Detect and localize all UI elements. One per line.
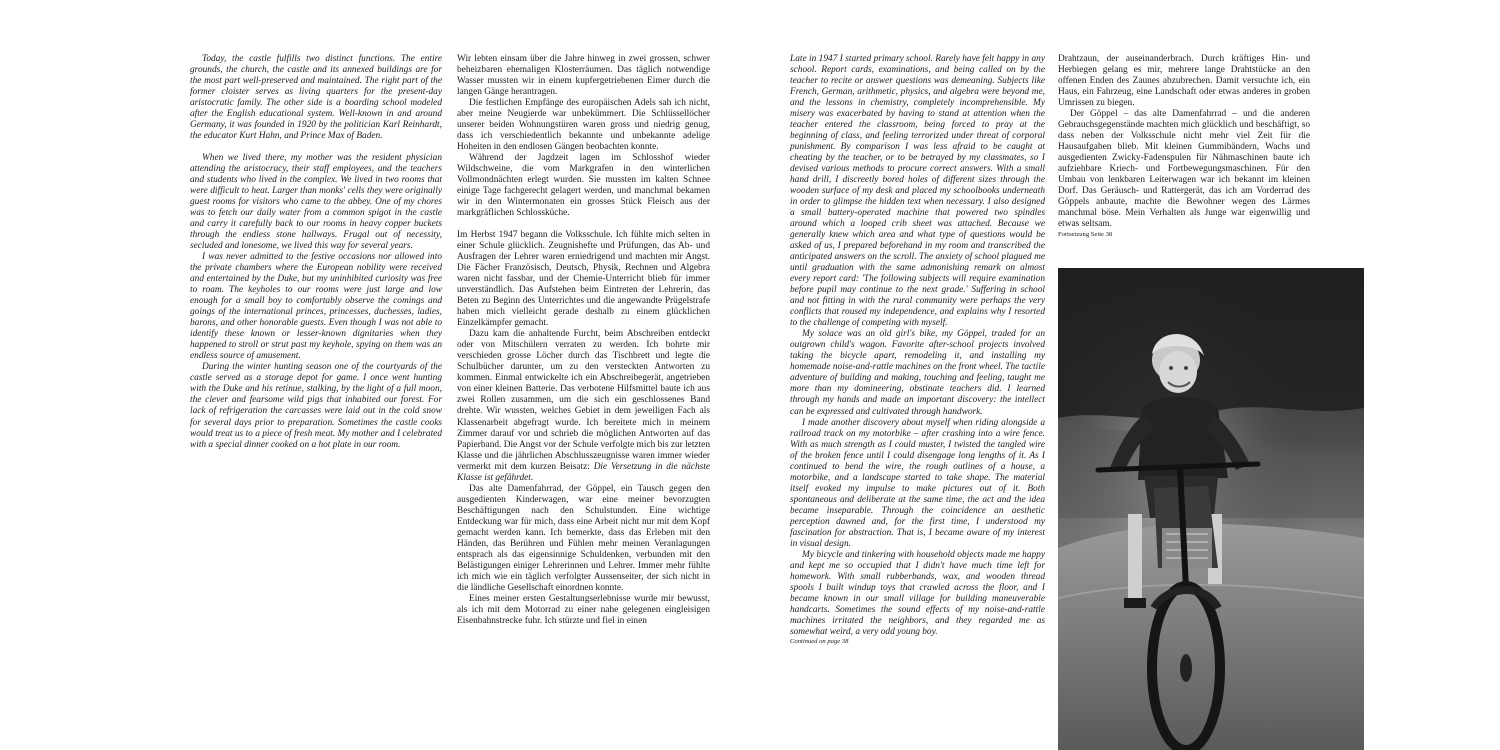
german-left-paragraph-5-text: Dazu kam die anhaltende Furcht, beim Abschreiben entdeckt oder von Mitschülern verraten zu werden. Ich bohrte mir verschieden grosse Löcher durch das Tischbrett und legte die Schulbücher darunter, um zu den versteckten Antworten zu kommen. Einmal entwickelte ich ein Abschreibegerät, angetrieben von einer kleinen Batterie. Das verbotene Hilfsmittel baute ich aus zwei Rollen zusammen, um die sich ein geschlossenes Band drehte. Wir wussten, welches Gebiet in dem jeweiligen Fach als Klassenarbeit abgefragt wurde. Ich bereitete mich in meinem Zimmer darauf vor und schrieb die möglichen Antworten auf das Papierband. Die Angst vor der Schule verfolgte mich bis zur letzten Klasse und die jährlichen Abschlusszeugnisse waren immer wieder vermerkt mit dem kurzen Beisatz: [457,329,710,472]
german-left-paragraph-5-quote: Die Versetzung in die nächste Klasse ist gefährdet [457,461,710,483]
english-column-right [790,54,1045,646]
english-left-paragraph-3: I was never admitted to the festive occasions nor allowed into the private chambers where the European nobility were received and entertained by the Duke, but my uninhibited curiosity was free to roam. The keyholes to our rooms were just large and low enough for a small boy to comfortably observe the comings and goings of the international princes, princesses, duchesses, ladies, barons, and other honorable guests. Even though I was not able to identify these known or lesser-known dignitaries when they happened to stroll or strut past my keyhole, spying on them was an endless source of amusement. [190,252,442,362]
english-right-paragraph-3: I made another discovery about myself when riding alongside a railroad track on my motorbike – after crashing into a wire fence. With as much strength as I could muster, I twisted the tangled wire of the broken fence until I could disengage long lengths of it. As I continued to bend the wire, the rough outlines of a house, a motorbike, and a landscape started to take shape. The material itself evoked my impulse to make pictures out of it. Both spontaneous and deliberate at the same time, the act and the idea became inseparable. Through the coincidence an aesthetic perception dawned and, for the first time, I understood my fascination for abstraction. That is, I became aware of my interest in visual design. [790,417,1045,549]
german-left-paragraph-3: Während der Jagdzeit lagen im Schlosshof wieder Wildschweine, die vom Markgrafen in den winterlichen Vollmondnächten erlegt wurden. Sie mussten im kalten Schnee einige Tage fachgerecht gelagert werden, und manchmal bekamen wir in den Wintermonaten ein grosses Stück Fleisch aus der markgräflichen Schlossküche. [457,153,710,219]
german-left-paragraph-2: Die festlichen Empfänge des europäischen Adels sah ich nicht, aber meine Neugierde war unbekümmert. Die Schlüssellöcher unserer beiden Wohnungstüren waren gross und niedrig genug, dass ich verschiedentlich bekannte und unbekannte adelige Hoheiten in den endlosen Gängen beobachten konnte. [457,98,710,153]
german-left-paragraph-4: Im Herbst 1947 begann die Volksschule. Ich fühlte mich selten in einer Schule glücklich. Zeugnishefte und Prüfungen, das Ab- und Ausfragen der Lehrer waren erniedrigend und machten mir Angst. Die Fächer Französisch, Deutsch, Physik, Rechnen und Algebra waren nicht fassbar, und der Chemie-Unterricht blieb für immer unverständlich. Das Aufstehen beim Eintreten der Lehrerin, das Beten zu Beginn des Unterrichtes und die angewandte Prügelstrafe haben mich vielleicht gerade deshalb zu einem glücklichen Einzelkämpfer gemacht. [457,230,710,329]
english-left-paragraph-4: During the winter hunting season one of the courtyards of the castle served as a storage depot for game. I once went hunting with the Duke and his retinue, stalking, by the light of a full moon, the clever and fearsome wild pigs that inhabited our forest. For lack of refrigeration the carcasses were laid out in the cold snow for several days prior to preparation. Sometimes the castle cooks would treat us to a piece of fresh meat. My mother and I celebrated with a special dinner cooked on a hot plate in our room. [190,362,442,450]
german-column-right [1058,54,1310,239]
german-left-paragraph-1: Wir lebten einsam über die Jahre hinweg in zwei grossen, schwer beheizbaren ehemaligen Klosterräumen. Das täglich notwendige Wasser mussten wir in einem kupfergetriebenen Eimer durch die langen Gänge herantragen. [457,54,710,98]
english-left-paragraph-1: Today, the castle fulfills two distinct functions. The entire grounds, the church, the castle and its annexed buildings are for the most part well-preserved and maintained. The right part of the former cloister serves as living quarters for the present-day aristocratic family. The other side is a boarding school modeled after the English educational system. Well-known in and around Germany, it was founded in 1920 by the politician Karl Reinhardt, the educator Kurt Hahn, and Prince Max of Baden. [190,54,442,142]
english-right-paragraph-1: Late in 1947 I started primary school. Rarely have felt happy in any school. Report cards, examinations, and being called on by the teacher to recite or answer questions was demeaning. Subjects like French, German, arithmetic, physics, and algebra were beyond me, and the lessons in chemistry, completely incomprehensible. My misery was exacerbated by having to stand at attention when the teacher entered the classroom, being forced to pray at the beginning of class, and feeling terrorized under threat of corporal punishment. By comparison I was less afraid to be caught at cheating by the teacher, or to be betrayed by my classmates, so I devised various methods to procure correct answers. With a small hand drill, I discreetly bored holes of different sizes through the wooden surface of my desk and placed my schoolbooks underneath in order to glimpse the hidden text when necessary. I also designed a small battery-operated machine that powered two spindles around which a looped crib sheet was attached. Because we generally knew which area and what type of questions would be asked of us, I prepared beforehand in my room and transcribed the anticipated answers on the scroll. The anxiety of school plagued me until graduation with the same admonishing remark on almost every report card: 'The following subjects will require examination before pupil may continue to the next grade.' Suffering in school and not fitting in with the rural community were perhaps the very conflicts that roused my independence, and explains why I resorted to the challenge of competing with myself. [790,54,1045,329]
english-right-paragraph-2: My solace was an old girl's bike, my Göppel, traded for an outgrown child's wagon. Favorite after-school projects involved taking the bicycle apart, remodeling it, and installing my homemade noise-and-rattle machines on the front wheel. The tactile adventure of building and making, touching and feeling, taught me more than my domineering, obstinate teachers did. I learned through my hands and made an important discovery: the intellect can be expressed and cultivated through handwork. [790,329,1045,417]
english-right-paragraph-4: My bicycle and tinkering with household objects made me happy and kept me so occupied that I didn't have much time left for homework. With small rubberbands, wax, and wooden thread spools I built windup toys that crawled across the floor, and I became known in our small village for building maneuverable handcarts. Sometimes the sound effects of my noise-and-rattle machines irritated the neighbors, and they regarded me as somewhat weird, a very odd young boy. [790,549,1045,637]
german-right-paragraph-1: Drahtzaun, der auseinanderbrach. Durch kräftiges Hin- und Herbiegen gelang es mir, mehrere lange Drahtstücke an den offenen Enden des Zaunes abzubrechen. Damit versuchte ich, ein Haus, ein Fahrzeug, eine Landschaft oder etwas anderes in groben Umrissen zu biegen. [1058,54,1310,109]
english-column-left [190,54,442,451]
german-right-paragraph-2: Der Göppel – das alte Damenfahrrad – und die anderen Gebrauchsgegenstände machten mich glücklich und beschäftigt, so dass neben der Volksschule nicht mehr viel Zeit für die Hausaufgaben blieb. Mit kleinen Gummibändern, Wachs und ausgedienten Zwicky-Fadenspulen für Nähmaschinen baute ich aufziehbare Kriech- und Fortbewegungsmaschinen. Für den Umbau von lenkbaren Leiterwagen war ich bekannt im kleinen Dorf. Das Geräusch- und Rattergerät, das ich am Vorderrad des Göppels anbaute, machte die Bewohner wegen des Lärmes manchmal böse. Mein Verhalten als Junge war eigenwillig und etwas seltsam. [1058,109,1310,230]
continued-note-english: Continued on page 38 [790,637,849,645]
english-left-paragraph-2: When we lived there, my mother was the resident physician attending the aristocracy, their staff employees, and the teachers and students who lived in the complex. We lived in two rooms that were difficult to heat. Larger than monks' cells they were originally guest rooms for visitors who came to the abbey. One of my chores was to fetch our daily water from a common spigot in the castle and carry it carefully back to our rooms in heavy copper buckets through the endless stone hallways. Frugal out of necessity, secluded and lonesome, we lived this way for several years. [190,153,442,252]
german-left-paragraph-6: Das alte Damenfahrrad, der Göppel, ein Tausch gegen den ausgedienten Kinderwagen, war eine meiner bevorzugten Beschäftigungen nach den Schulstunden. Eine wichtige Entdeckung war für mich, dass eine Arbeit nicht nur mit dem Kopf gemacht werden kann. Ich bemerkte, dass das Erleben mit den Händen, das Berühren und Fühlen mehr meinen Veranlagungen entsprach als das eigensinnige Schuldenken, verbunden mit den Belästigungen einiger Lehrerinnen und Lehrer. Immer mehr fühlte ich mich wie ein täglich verfolgter Aussenseiter, der sich nicht in die ländliche Gesellschaft einordnen konnte. [457,483,710,593]
german-left-paragraph-5: Dazu kam die anhaltende Furcht, beim Abschreiben entdeckt oder von Mitschülern verraten zu werden. Ich bohrte mir verschieden grosse Löcher durch das Tischbrett und legte die Schulbücher darunter, um zu den versteckten Antworten zu kommen. Einmal entwickelte ich ein Abschreibegerät, angetrieben von einer kleinen Batterie. Das verbotene Hilfsmittel baute ich aus zwei Rollen zusammen, um die sich ein geschlossenes Band drehte. Wir wussten, welches Gebiet in dem jeweiligen Fach als Klassenarbeit abgefragt wurde. Ich bereitete mich in meinem Zimmer darauf vor und schrieb die möglichen Antworten auf das Papierband. Die Angst vor der Schule verfolgte mich bis zur letzten Klasse und die jährlichen Abschlusszeugnisse waren immer wieder vermerkt mit dem kurzen Beisatz: Die Versetzung in die nächste Klasse ist gefährdet. [457,329,710,483]
continued-note-german: Fortsetzung Seite 38 [1058,231,1113,239]
boy-on-motorbike-photo [1058,268,1364,750]
german-column-left [457,54,710,627]
german-left-paragraph-7: Eines meiner ersten Gestaltungserlebnisse wurde mir bewusst, als ich mit dem Motorrad zu einer nahe gelegenen eingleisigen Eisenbahnstrecke fuhr. Ich stürzte und fiel in einen [457,593,710,626]
